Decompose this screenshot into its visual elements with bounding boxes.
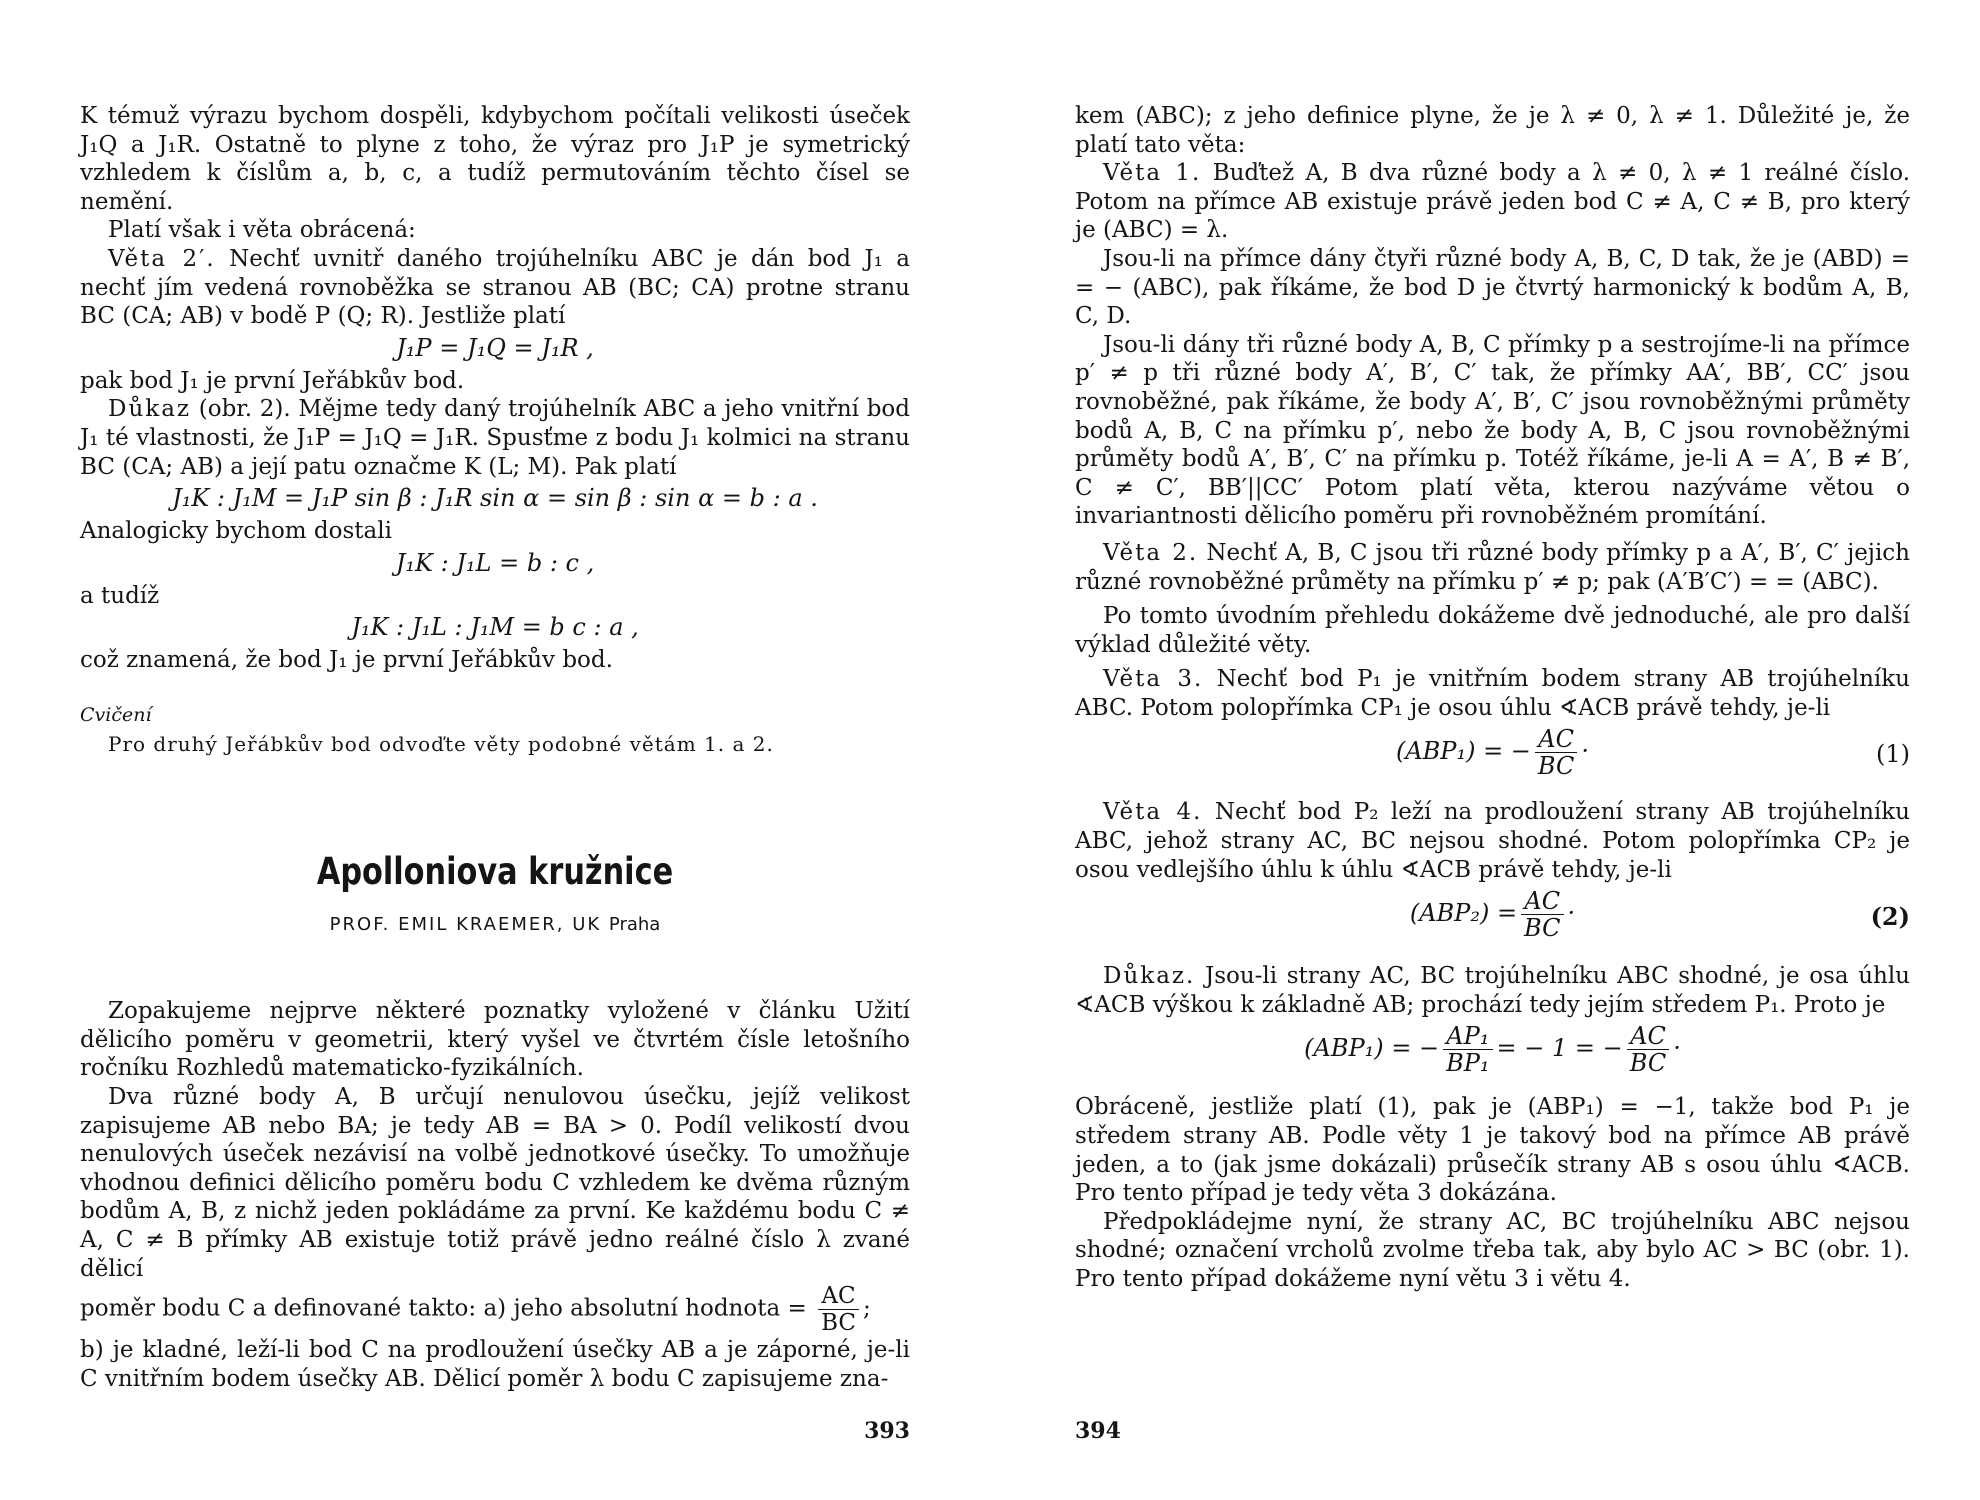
theorem-1-text: Buďtež A, B dva různé body a λ ≠ 0, λ ≠ 1 reálné číslo. Potom na přímce AB existuje právě jeden bod C ≠ A, C ≠ B, pro který je (ABC) = λ.	[1075, 160, 1911, 244]
theorem-2-text: Nechť A, B, C jsou tři různé body přímky p a A′, B′, C′ jejich různé rovnoběžné průměty na přímku p′ ≠ p; pak (A′B′C′) = = (ABC).	[1075, 539, 1910, 595]
analog-paragraph: Analogicky bychom dostali	[80, 518, 392, 545]
conclusion-paragraph: což znamená, že bod J₁ je první Jeřábkův bod.	[80, 647, 613, 674]
theorem-1	[1075, 159, 1910, 245]
equation-2: J₁K : J₁M = J₁P sin β : J₁R sin α = sin β : sin α = b : a .	[172, 484, 818, 513]
theorem-1-head: Věta 1.	[1103, 160, 1202, 187]
proof-right	[1075, 962, 1910, 1019]
theorem-2-head: Věta 2.	[1103, 539, 1199, 566]
theorem-4-head: Věta 4.	[1103, 799, 1203, 826]
ratio-denominator: BC	[821, 1310, 856, 1337]
equation-3: J₁K : J₁L = b : c ,	[395, 548, 595, 577]
equation-4: J₁K : J₁L : J₁M = b c : a ,	[351, 613, 639, 642]
equation-ratio-2-tag: (2)	[1870, 902, 1910, 932]
left-page	[80, 0, 910, 1500]
equation-ratio-1-tag: (1)	[1876, 740, 1910, 769]
tudiz-paragraph: a tudíž	[80, 582, 160, 609]
author-city: Praha	[608, 913, 661, 935]
article-paragraph-2: Dva různé body A, B určují nenulovou úsečku, jejíž velikost zapisujeme AB nebo BA; je tedy AB = BA > 0. Podíl velikostí dvou nenulových úseček nezávisí na volbě jednotkové úsečky. To umožňuje vhodnou definici dělicího poměru bodu C vzhledem ke dvěma různým bodům A, B, z nichž jeden pokládáme za první. Ke každému bodu C ≠ A, C ≠ B přímky AB existuje totiž právě jedno reálné číslo λ zvané dělicí	[80, 1084, 910, 1282]
right-paragraph-2: Jsou-li na přímce dány čtyři různé body A, B, C, D tak, že je (ABD) = = − (ABC), pak říkáme, že bod D je čtvrtý harmonický k bodům A, B, C, D.	[1075, 245, 1910, 330]
ratio-punct: ;	[863, 1295, 871, 1322]
equation-midpoint-denominator-1: BP₁	[1446, 1049, 1490, 1078]
theorem-3-head: Věta 3.	[1103, 666, 1204, 693]
proof-text: (obr. 2). Mějme tedy daný trojúhelník ABC a jeho vnitřní bod J₁ té vlastnosti, že J₁P = J₁Q = J₁R. Spusťme z bodu J₁ kolmici na stranu BC (CA; AB) a její patu označme K (L; M). Pak platí	[80, 396, 911, 480]
equation-midpoint-denominator-2: BC	[1629, 1049, 1667, 1078]
equation-midpoint-numerator-2: AC	[1627, 1023, 1669, 1050]
theorem-2-prime-text: Nechť uvnitř daného trojúhelníku ABC je dán bod J₁ a nechť jím vedená rovnoběžka se stranou AB (BC; CA) protne stranu BC (CA; AB) v bodě P (Q; R). Jestliže platí	[80, 245, 910, 330]
proof-right-head: Důkaz.	[1103, 963, 1196, 990]
theorem-2	[1075, 539, 1910, 596]
equation-midpoint-fraction-1	[1443, 1023, 1492, 1076]
equation-ratio-2-lhs: (ABP₂) =	[1409, 899, 1518, 928]
theorem-3	[1075, 665, 1910, 722]
right-page	[1075, 0, 1910, 1500]
theorem-4	[1075, 798, 1910, 884]
equation-ratio-1-denominator: BC	[1537, 752, 1575, 781]
article-paragraph-3	[80, 1283, 910, 1336]
proof-paragraph	[80, 395, 910, 481]
right-paragraph-6: Předpokládejme nyní, že strany AC, BC trojúhelníku ABC nejsou shodné; označení vrcholů zvolme třeba tak, aby bylo AC > BC (obr. 1). Pro tento případ dokážeme nyní větu 3 i větu 4.	[1075, 1208, 1910, 1292]
ratio-numerator: AC	[818, 1283, 859, 1310]
equation-ratio-2-denominator: BC	[1524, 914, 1561, 943]
equation-ratio-1-numerator: AC	[1535, 726, 1577, 753]
exercise-heading: Cvičení	[80, 703, 152, 726]
converse-intro: Platí však i věta obrácená:	[108, 217, 416, 244]
theorem-2-prime-head: Věta 2′.	[108, 245, 216, 272]
right-paragraph-3: Jsou-li dány tři různé body A, B, C přímky p a sestrojíme-li na přímce p′ ≠ p tři různé body A′, B′, C′ tak, že přímky AA′, BB′, CC′ jsou rovnoběžné, pak říkáme, že body A′, B′, C′ jsou rovnoběžnými průměty bodů A, B, C na přímku p′, nebo že body A, B, C jsou rovnoběžnými průměty bodů A′, B′, C′ na přímku p. Totéž říkáme, je-li A = A′, B ≠ B′, C ≠ C′, BB′||CC′ Potom platí věta, kterou nazýváme větou o invariantnosti dělicího poměru při rovnoběžném promítání.	[1075, 331, 1910, 530]
article-title: Apolloniova kružnice	[316, 850, 674, 894]
exercise-text: Pro druhý Jeřábkův bod odvoďte věty podobné větám 1. a 2.	[108, 731, 774, 756]
equation-ratio-1-fraction	[1535, 726, 1577, 779]
ratio-fraction	[818, 1283, 859, 1336]
proof-head: Důkaz	[108, 396, 192, 423]
page-number-right: 394	[1075, 1418, 1121, 1444]
equation-midpoint: (ABP₁) = − $\frac{\text{AP₁}}{\text{BP₁}}$ = − 1 = − $\frac{AC}{BC}$ ·	[1304, 1022, 1681, 1078]
equation-ratio-1-lhs: (ABP₁) = −	[1395, 737, 1531, 766]
equation-midpoint-numerator-1: AP₁	[1443, 1023, 1492, 1050]
equation-1: J₁P = J₁Q = J₁R ,	[396, 333, 594, 362]
article-paragraph-4: b) je kladné, leží-li bod C na prodloužení úsečky AB a je záporné, je-li C vnitřním bodem úsečky AB. Dělicí poměr λ bodu C zapisujeme zna-	[80, 1337, 910, 1392]
equation-midpoint-lhs: (ABP₁) = −	[1304, 1034, 1440, 1063]
theorem-3-text: Nechť bod P₁ je vnitřním bodem strany AB trojúhelníku ABC. Potom polopřímka CP₁ je osou úhlu ∢ACB právě tehdy, je-li	[1075, 666, 1910, 721]
right-paragraph-4: Po tomto úvodním přehledu dokážeme dvě jednoduché, ale pro další výklad důležité věty.	[1075, 603, 1910, 658]
page-number-left: 393	[864, 1418, 910, 1444]
right-paragraph-5: Obráceně, jestliže platí (1), pak je (ABP₁) = −1, takže bod P₁ je středem strany AB. Podle věty 1 je takový bod na přímce AB právě jeden, a to (jak jsme dokázali) průsečík strany AB s osou úhlu ∢ACB. Pro tento případ je tedy věta 3 dokázána.	[1075, 1094, 1910, 1207]
equation-midpoint-fraction-2	[1627, 1023, 1669, 1076]
right-paragraph-1: kem (ABC); z jeho definice plyne, že je λ ≠ 0, λ ≠ 1. Důležité je, že platí tato věta:	[1075, 103, 1910, 158]
proof-right-text: Jsou-li strany AC, BC trojúhelníku ABC shodné, je osa úhlu ∢ACB výškou k základně AB; prochází tedy jejím středem P₁. Proto je	[1075, 963, 1910, 1018]
equation-ratio-2: (ABP₂) = $\frac{AC}{BC}$ · (2)	[1409, 887, 1910, 943]
equation-ratio-2-numerator: AC	[1521, 888, 1563, 915]
author-name: PROF. EMIL KRAEMER, UK	[329, 913, 602, 935]
equation-ratio-1: (ABP₁) = − $\frac{AC}{BC}$ · (1)	[1395, 725, 1910, 781]
intro-paragraph: K témuž výrazu bychom dospěli, kdybychom počítali velikosti úseček J₁Q a J₁R. Ostatně to plyne z toho, že výraz pro J₁P je symetrický vzhledem k číslům a, b, c, a tudíž permutováním těchto čísel se nemění.	[80, 103, 910, 215]
article-author	[80, 911, 910, 940]
article-paragraph-1: Zopakujeme nejprve některé poznatky vyložené v článku Užití dělicího poměru v geometrii, který vyšel ve čtvrtém čísle letošního ročníku Rozhledů matematicko-fyzikálních.	[80, 998, 910, 1082]
theorem-2-prime	[80, 245, 910, 331]
equation-ratio-2-fraction	[1521, 888, 1563, 941]
then-paragraph: pak bod J₁ je první Jeřábkův bod.	[80, 367, 465, 394]
equation-midpoint-middle: = − 1 = −	[1496, 1034, 1623, 1063]
ratio-definition-text: poměr bodu C a definované takto: a) jeho absolutní hodnota =	[80, 1295, 807, 1322]
theorem-4-text: Nechť bod P₂ leží na prodloužení strany AB trojúhelníku ABC, jehož strany AC, BC nejsou shodné. Potom polopřímka CP₂ je osou vedlejšího úhlu k úhlu ∢ACB právě tehdy, je-li	[1075, 799, 1910, 883]
